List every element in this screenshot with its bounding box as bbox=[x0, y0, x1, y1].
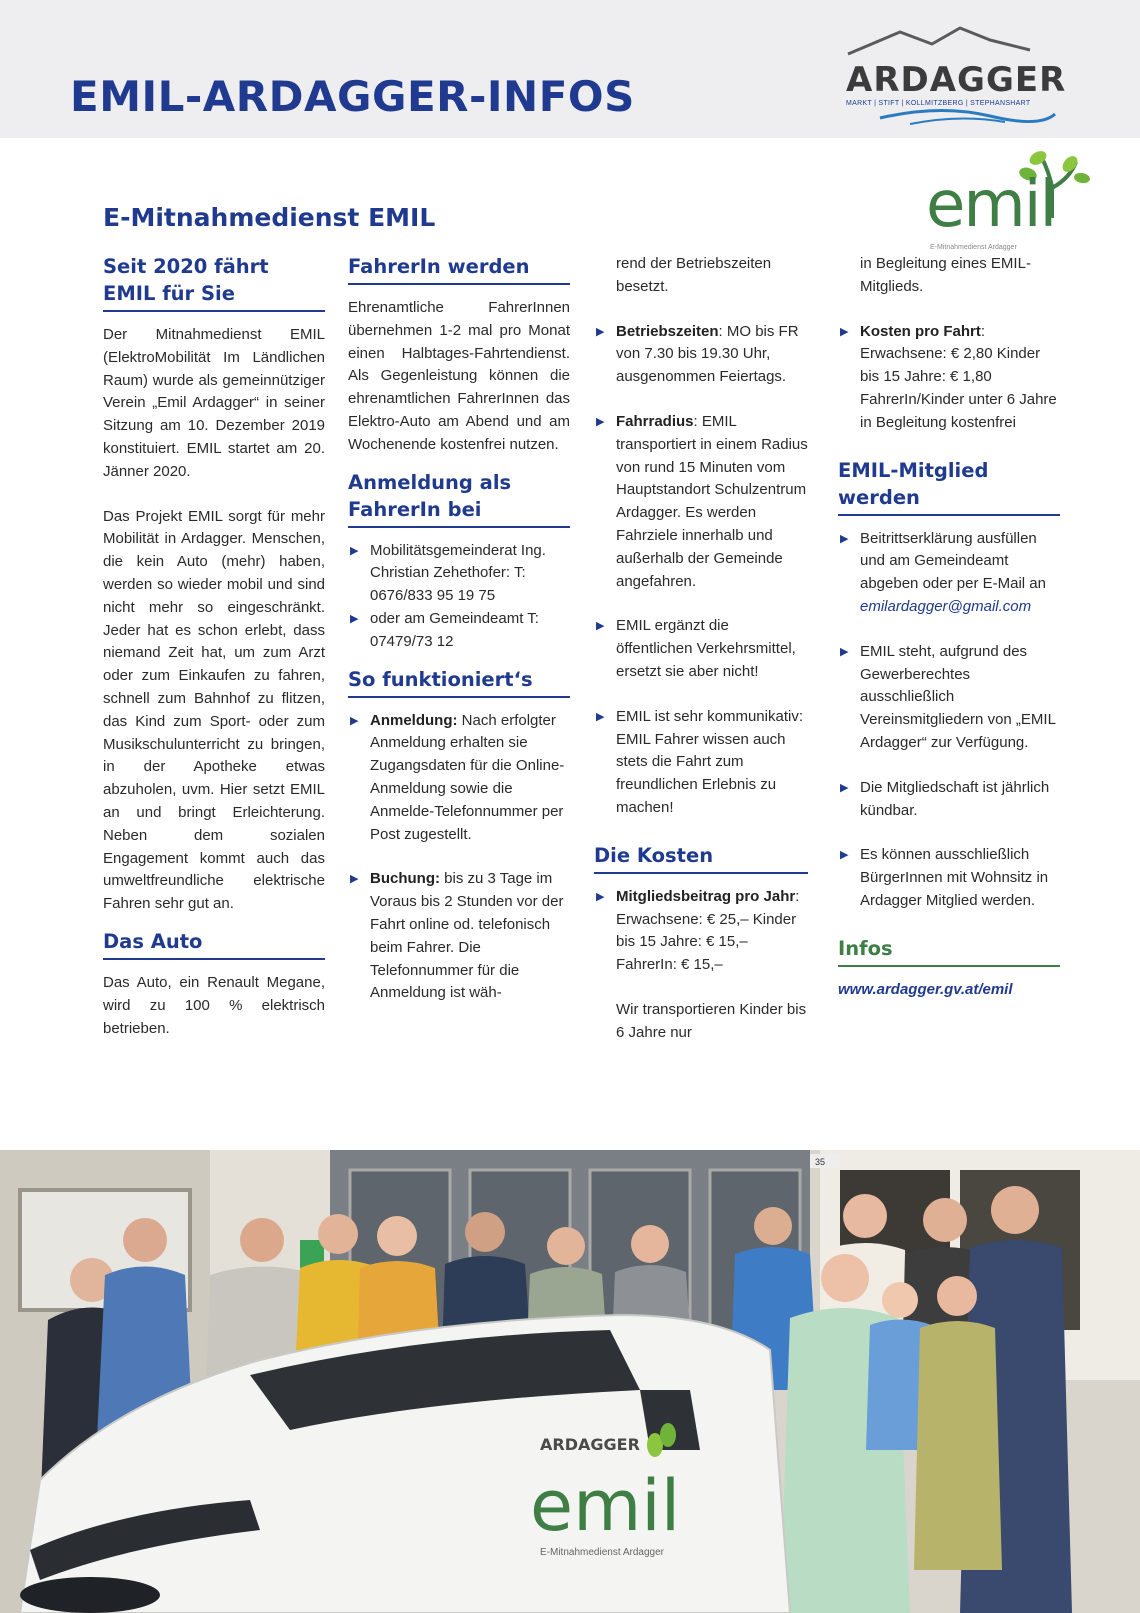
car-logo-word: ARDAGGER bbox=[540, 1435, 640, 1454]
intro-paragraph: Der Mitnahmedienst EMIL (ElektroMobilität Im Ländlichen Raum) wurde als gemeinnütziger Verein „Emil Ardagger“ in seiner Sitzung am 10. Dezember 2019 konstituiert. EMIL startet am 20. Jänner 2020. bbox=[103, 326, 325, 480]
triangle-bullet-icon: ▶ bbox=[350, 612, 359, 625]
triangle-bullet-icon: ▶ bbox=[840, 781, 849, 794]
list-item: ▶ Mitgliedsbeitrag pro Jahr: Erwachsene: € 25,– Kinder bis 15 Jahre: € 15,– FahrerIn: € 15,– bbox=[596, 887, 800, 974]
car-paragraph: Das Auto, ein Renault Megane, wird zu 100 % elektrisch betrieben. bbox=[103, 973, 325, 1037]
group-photo bbox=[0, 1150, 1140, 1613]
triangle-bullet-icon: ▶ bbox=[350, 873, 359, 886]
column-1 bbox=[103, 253, 325, 1040]
membership-list bbox=[838, 528, 1060, 913]
emil-logo-tagline: E-Mitnahmedienst Ardagger bbox=[930, 244, 1017, 251]
email-link[interactable]: emilardagger@gmail.com bbox=[860, 597, 1032, 615]
triangle-bullet-icon: ▶ bbox=[596, 325, 605, 338]
triangle-bullet-icon: ▶ bbox=[596, 890, 605, 903]
heading-fahrerin-werden: FahrerIn werden bbox=[348, 253, 570, 285]
list-item: ▶ Betriebszeiten: MO bis FR von 7.30 bis 19.30 Uhr, ausgenommen Feiertags. bbox=[596, 322, 799, 386]
info-list bbox=[594, 253, 808, 820]
triangle-bullet-icon: ▶ bbox=[350, 544, 359, 557]
ardagger-logo-word: ARDAGGER bbox=[846, 60, 1067, 100]
emil-logo-word: emil bbox=[926, 168, 1056, 242]
list-item: ▶ Kosten pro Fahrt: Erwachsene: € 2,80 Kinder bis 15 Jahre: € 1,80 FahrerIn/Kinder unter 6 Jahre in Begleitung kostenfrei bbox=[840, 322, 1057, 431]
triangle-bullet-icon: ▶ bbox=[350, 714, 359, 727]
contact-list bbox=[348, 540, 570, 654]
list-item: ▶ Anmeldung: Nach erfolgter Anmeldung erhalten sie Zugangsdaten für die Online-Anmeldung sowie die Anmelde-Telefonnummer per Post zugestellt. bbox=[350, 711, 565, 843]
header-band bbox=[0, 0, 1140, 138]
door-number: 35 bbox=[815, 1157, 826, 1167]
triangle-bullet-icon: ▶ bbox=[596, 415, 605, 428]
list-item: ▶ Fahrradius: EMIL transportiert in einem Radius von rund 15 Minuten vom Hauptstandort Schulzentrum Ardagger. Es werden Fahrziele innerhalb und außerhalb der Gemeinde angefahren. bbox=[596, 412, 808, 590]
website-link[interactable]: www.ardagger.gv.at/emil bbox=[838, 980, 1013, 998]
column-2 bbox=[348, 253, 570, 1027]
heading-infos: Infos bbox=[838, 935, 1060, 967]
list-item: ▶ Es können ausschließlich BürgerInnen mit Wohnsitz in Ardagger Mitglied werden. bbox=[840, 846, 1049, 909]
triangle-bullet-icon: ▶ bbox=[840, 532, 849, 545]
list-item: rend der Betriebszeiten besetzt. bbox=[616, 255, 772, 295]
heading-das-auto: Das Auto bbox=[103, 928, 325, 960]
header-title: EMIL-ARDAGGER-INFOS bbox=[70, 72, 635, 121]
list-item: ▶ Mobilitätsgemeinderat Ing. Christian Zehethofer: T: 0676/833 95 19 75 bbox=[350, 541, 546, 605]
list-item: Wir transportieren Kinder bis 6 Jahre nur bbox=[616, 1000, 807, 1041]
ardagger-logo-subline: MARKT | STIFT | KOLLMITZBERG | STEPHANSHART bbox=[846, 100, 1031, 107]
column-4 bbox=[838, 253, 1060, 1002]
list-item: in Begleitung eines EMIL-Mitglieds. bbox=[860, 255, 1031, 295]
car-emil-word: emil bbox=[530, 1465, 681, 1547]
triangle-bullet-icon: ▶ bbox=[840, 645, 849, 658]
group-photo-illustration bbox=[0, 1150, 1140, 1613]
cost-list bbox=[594, 886, 808, 1045]
list-item: ▶ EMIL steht, aufgrund des Gewerberechtes ausschließlich Vereinsmitgliedern von „EMIL Ardagger“ zur Verfügung. bbox=[840, 642, 1056, 751]
list-item: ▶ Buchung: bis zu 3 Tage im Voraus bis 2 Stunden vor der Fahrt online od. telefonisch beim Fahrer. Die Telefonnummer für die Anmeldung ist wäh- bbox=[350, 870, 564, 1002]
triangle-bullet-icon: ▶ bbox=[596, 620, 605, 633]
heading-since-2020: Seit 2020 fährt EMIL für Sie bbox=[103, 253, 325, 312]
triangle-bullet-icon: ▶ bbox=[840, 325, 849, 338]
column-3 bbox=[594, 253, 808, 1045]
car-emil-tagline: E-Mitnahmedienst Ardagger bbox=[540, 1547, 664, 1558]
triangle-bullet-icon: ▶ bbox=[840, 849, 849, 862]
list-item: ▶ EMIL ergänzt die öffentlichen Verkehrsmittel, ersetzt sie aber nicht! bbox=[596, 617, 796, 680]
heading-die-kosten: Die Kosten bbox=[594, 842, 808, 874]
heading-so-funktionierts: So funktioniert‘s bbox=[348, 666, 570, 698]
howto-list bbox=[348, 710, 570, 1006]
page-title: E-Mitnahmedienst EMIL bbox=[103, 203, 436, 232]
list-item: ▶ EMIL ist sehr kommunikativ: EMIL Fahrer wissen auch stets die Fahrt zum freundlichen Erlebnis zu machen! bbox=[596, 707, 803, 816]
list-item: ▶ Beitrittserklärung ausfüllen und am Gemeindeamt abgeben oder per E-Mail an emilardagger@gmail.com bbox=[840, 529, 1046, 615]
list-item: ▶ Die Mitgliedschaft ist jährlich kündbar. bbox=[840, 778, 1050, 819]
project-paragraph: Das Projekt EMIL sorgt für mehr Mobilität in Ardagger. Menschen, die kein Auto (mehr) haben, werden so wieder mobil und sind nicht mehr so eingeschränkt. Jeder hat es schon erlebt, dass niemand Zeit hat, um zum Arzt oder zum Einkaufen zu fahren, schnell zum Bahnhof zu flitzen, das Kind zum Sport- oder zum Musikschulunterricht zu bringen, in der Apotheke etwas abzuholen, uvm. Hier setzt EMIL an und bringt Erleichterung. Neben dem sozialen Engagement kommt auch das umweltfreundliche elektrische Fahren sehr gut an. bbox=[103, 507, 325, 913]
driver-paragraph: Ehrenamtliche FahrerInnen übernehmen 1-2 mal pro Monat einen Halbtages-Fahrtendienst. Als Gegenleistung können die ehrenamtlichen FahrerInnen das Elektro-Auto am Abend und am Wochenende kostenfrei nutzen. bbox=[348, 299, 570, 453]
triangle-bullet-icon: ▶ bbox=[596, 710, 605, 723]
ardagger-logo bbox=[840, 22, 1070, 130]
list-item: ▶ oder am Gemeindeamt T: 07479/73 12 bbox=[350, 609, 539, 650]
emil-logo bbox=[920, 148, 1100, 258]
heading-anmeldung: Anmeldung als FahrerIn bei bbox=[348, 469, 570, 528]
cost-continuation-list bbox=[838, 253, 1060, 435]
heading-emil-mitglied: EMIL-Mitglied werden bbox=[838, 457, 1060, 516]
